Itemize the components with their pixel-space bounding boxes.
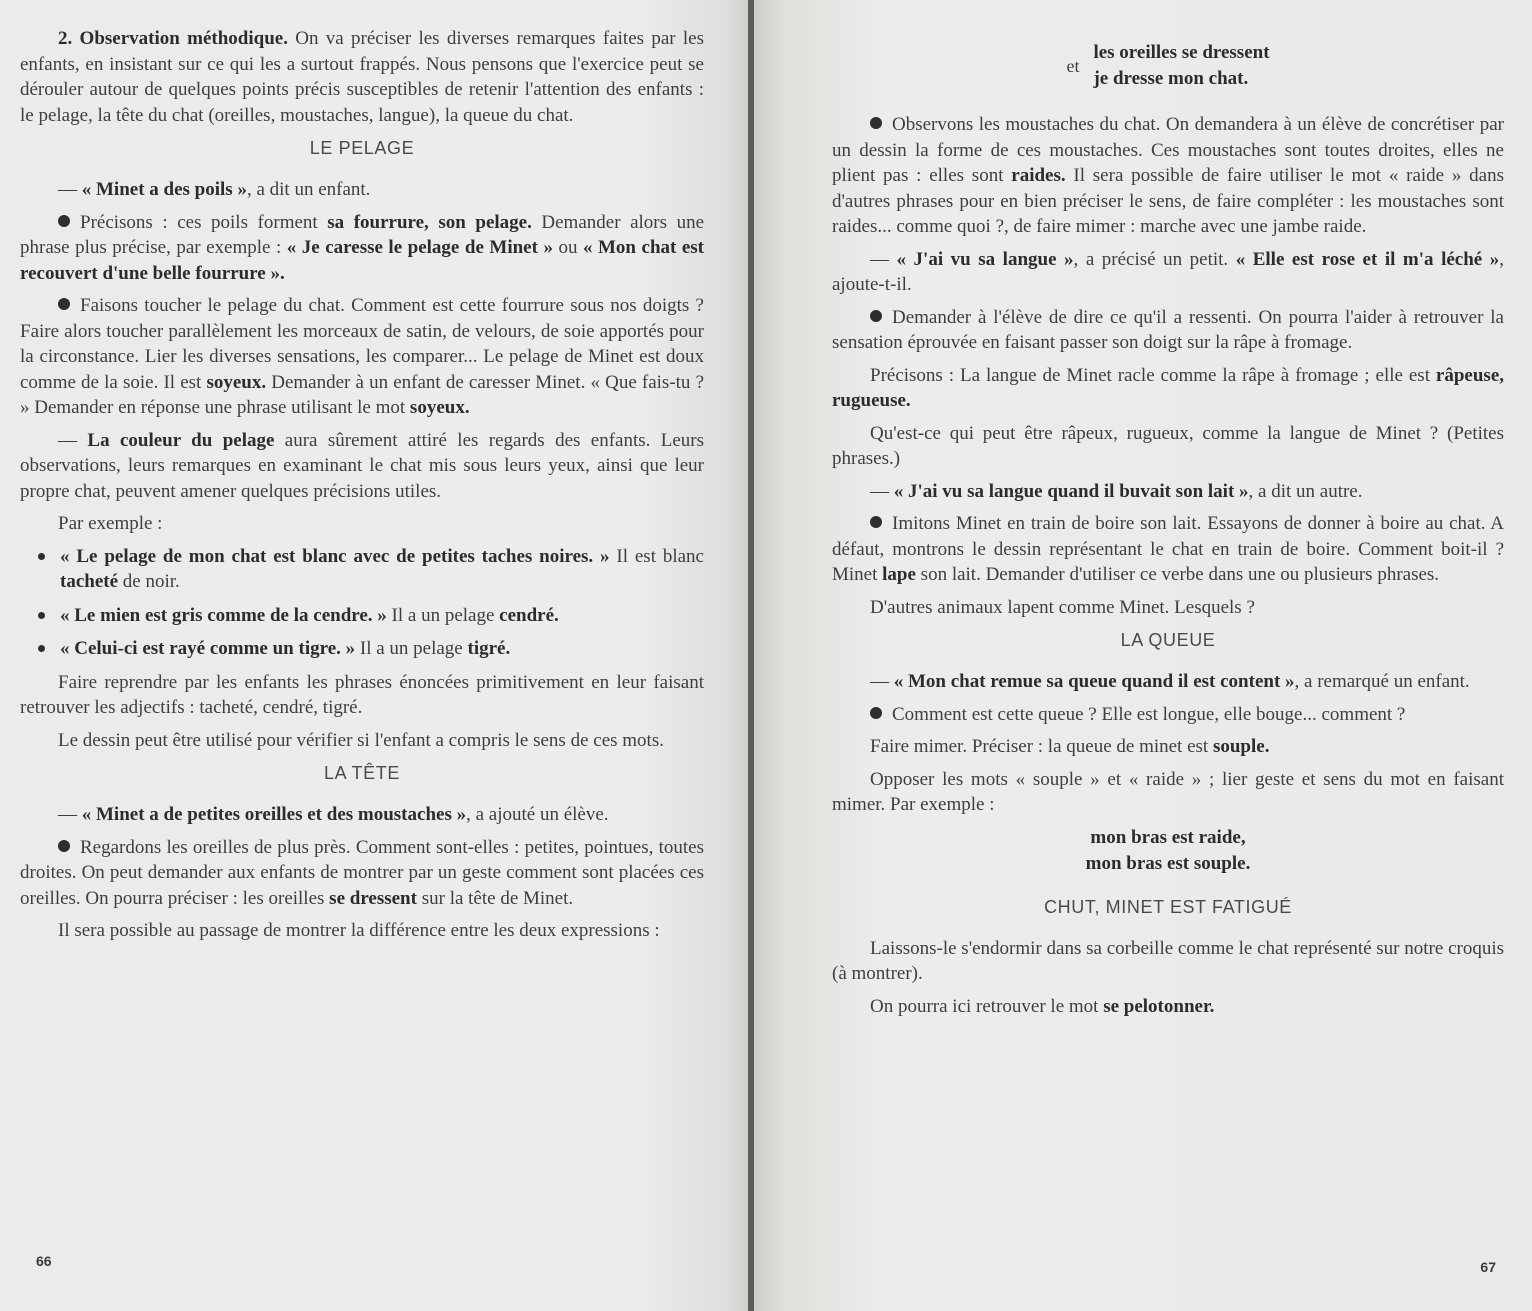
quote-attribution: , a ajouté un élève. [466,804,609,825]
bullet-icon [58,298,70,310]
reprendre-paragraph: Faire reprendre par les enfants les phrases énoncées primitivement en leur faisant retrouver les adjectifs : tacheté, cendré, tigré. [20,671,704,718]
text-span: de noir. [118,571,180,592]
section-label: 2. Observation méthodique. [58,28,288,49]
quote-langue [832,247,1504,298]
quote-text: « Mon chat remue sa queue quand il est content » [893,671,1295,692]
pourra-paragraph [832,994,1504,1020]
bold-span: soyeux. [206,371,267,393]
moustaches-paragraph [832,112,1504,240]
bras-examples [832,825,1504,877]
bullet-icon [58,215,70,227]
dash: — [870,480,894,502]
bold-span: tigré. [467,638,511,659]
quote-text: « Minet a de petites oreilles et des moustaches » [81,804,467,825]
bold-span: « Celui-ci est rayé comme un tigre. » [60,638,356,659]
bold-span: « Le mien est gris comme de la cendre. » [60,604,387,626]
bold-span: La couleur du pelage [87,429,275,451]
bullet-icon [58,840,70,852]
quote-oreilles [20,802,704,828]
autres-paragraph: D'autres animaux lapent comme Minet. Lesquels ? [870,596,1255,618]
bras-line-1: mon bras est raide, [1090,826,1246,848]
opposer-paragraph: Opposer les mots « souple » et « raide » ; lier geste et sens du mot en faisant mimer. Par exemple : [832,768,1504,815]
bold-span: se pelotonner. [1103,995,1215,1017]
expressions-block [832,40,1504,92]
text-span: Précisons : ces poils forment [80,211,328,233]
bullet-icon [870,516,882,528]
bras-line-2: mon bras est souple. [1085,852,1251,874]
questce-paragraph: Qu'est-ce qui peut être râpeux, rugueux, comme la langue de Minet ? (Petites phrases.) [832,422,1504,469]
text-span: Faire mimer. Préciser : la queue de minet est [870,736,1213,757]
bold-span: tacheté [60,571,119,592]
text-span: Observons les moustaches du chat. On demandera à un élève de concrétiser par un dessin la forme de ces moustaches. Ces moustaches sont toutes droites, elles ne plient pas : elles sont [832,114,1504,186]
quote-lait [832,479,1504,505]
quote-poils [20,177,704,203]
text-span: sur la tête de Minet. [416,887,574,909]
list-item [60,544,704,595]
bullet-icon [870,117,882,129]
pelage-paragraph-1 [20,210,704,287]
text-span: Demander à l'élève de dire ce qu'il a ressenti. On pourra l'aider à retrouver la sensation éprouvée en faisant passer son doigt sur la râpe à fromage. [832,306,1504,353]
bold-span: soyeux. [409,397,470,418]
bold-span: cendré. [499,604,559,626]
bold-span: râpeuse, rugueuse. [832,364,1504,411]
quote-attribution: , ajoute-t-il. [832,248,1504,295]
text-span: Regardons les oreilles de plus près. Comment sont-elles : petites, pointues, toutes droites. On peut demander aux enfants de montrer par un geste comment sont placées ces oreilles. On pourra préciser : les oreilles [20,836,704,909]
text-span: Il a un pelage [386,604,500,626]
quote-queue [832,669,1504,695]
quote-text: « J'ai vu sa langue » [896,248,1074,270]
text-span: , a précisé un petit. [1073,248,1236,270]
ressenti-paragraph [832,305,1504,356]
bold-span: souple. [1212,736,1270,757]
dash: — [870,671,894,692]
list-item [60,603,704,629]
text-span: aura sûrement attiré les regards des enfants. Leurs observations, leurs remarques en examinant le chat mis sous leurs yeux, ainsi que leur propre chat, peuvent amener quelques précisions utiles. [20,429,705,502]
heading-pelage: LE PELAGE [309,138,415,158]
comment-paragraph [832,702,1504,728]
bullet-icon [870,707,882,719]
left-page [0,0,748,1311]
bold-span: « Mon chat est recouvert d'une belle fourrure ». [20,237,705,284]
bold-span: raides. [1011,165,1066,186]
page-number-left: 66 [36,1253,52,1269]
conjunction-et: et [1066,55,1080,76]
bold-span: lape [882,564,916,585]
heading-tete: LA TÊTE [324,763,400,783]
possible-paragraph: Il sera possible au passage de montrer la différence entre les deux expressions : [58,920,660,941]
list-item [60,636,704,662]
laissons-paragraph: Laissons-le s'endormir dans sa corbeille comme le chat représenté sur notre croquis (à montrer). [832,937,1504,984]
expression-line-2: je dresse mon chat. [1093,68,1249,89]
text-span: Précisons : La langue de Minet racle comme la râpe à fromage ; elle est [870,364,1436,386]
bold-span: « Le pelage de mon chat est blanc avec de petites taches noires. » [60,545,610,567]
dessin-paragraph: Le dessin peut être utilisé pour vérifier si l'enfant a compris le sens de ces mots. [58,729,664,751]
text-span: Il a un pelage [355,638,468,659]
quote-attribution: , a dit un autre. [1248,480,1363,502]
text-span: Il est blanc [609,545,704,567]
mimer-paragraph [832,734,1504,760]
intro-text: On va préciser les diverses remarques faites par les enfants, en insistant sur ce qui les a surtout frappés. Nous pensons que l'exercice peut se dérouler autour de quelques points précis susceptibles de retenir l'attention des enfants : le pelage, la tête du chat (oreilles, moustaches, langue), la queue du chat. [20,28,704,126]
quote-text: « Minet a des poils » [81,179,247,200]
text-span: Il sera possible de faire utiliser le mot « raide » dans d'autres phrases pour en bien préciser le sens, de faire compléter : les moustaches sont raides... comme quoi ?, de faire mimer : marche avec une jambe raide. [832,165,1504,237]
text-span: ou [552,237,583,258]
right-page [754,0,1532,1311]
bold-span: se dressent [329,887,417,909]
text-span: Demander à un enfant de caresser Minet. « Que fais-tu ? » Demander en réponse une phrase utilisant le mot [20,371,704,418]
couleur-paragraph [20,428,704,505]
heading-chut: CHUT, MINET EST FATIGUÉ [1044,896,1292,917]
dash: — [58,429,88,451]
text-span: On pourra ici retrouver le mot [870,995,1104,1017]
dash: — [58,179,82,200]
examples-list [60,544,704,662]
bullet-icon [870,310,882,322]
bold-span: sa fourrure, son pelage. [327,211,532,233]
dash: — [870,248,897,270]
text-span: Imitons Minet en train de boire son lait. Essayons de donner à boire au chat. A défaut, montrons le dessin représentant le chat en train de boire. Comment boit-il ? Minet [832,513,1504,585]
text-span: son lait. Demander d'utiliser ce verbe dans une ou plusieurs phrases. [915,564,1440,585]
expression-line-1: les oreilles se dressent [1093,42,1270,63]
pelage-paragraph-2 [20,293,704,421]
page-number-right: 67 [1480,1259,1496,1275]
quote-text: « J'ai vu sa langue quand il buvait son lait » [893,480,1249,502]
bold-span: « Je caresse le pelage de Minet » [286,237,553,258]
par-exemple: Par exemple : [58,513,163,534]
quote-text: « Elle est rose et il m'a léché » [1235,248,1500,270]
heading-queue: LA QUEUE [1120,630,1216,650]
text-span: Faisons toucher le pelage du chat. Comment est cette fourrure sous nos doigts ? Faire alors toucher parallèlement les morceaux de satin, de velours, de soie apportés pour la circonstance. Lier les diverses sensations, les comparer... Le pelage de Minet est doux comme de la soie. Il est [20,295,704,393]
quote-attribution: , a remarqué un enfant. [1294,671,1470,692]
intro-paragraph [20,26,704,128]
dash: — [58,804,82,825]
expression-lines [1093,40,1269,92]
quote-attribution: , a dit un enfant. [246,179,371,200]
imitons-paragraph [832,511,1504,588]
oreilles-paragraph [20,835,704,912]
text-span: Comment est cette queue ? Elle est longue, elle bouge... comment ? [892,703,1406,725]
precisons-paragraph [832,363,1504,414]
text-span: Demander alors une phrase plus précise, par exemple : [20,211,705,258]
